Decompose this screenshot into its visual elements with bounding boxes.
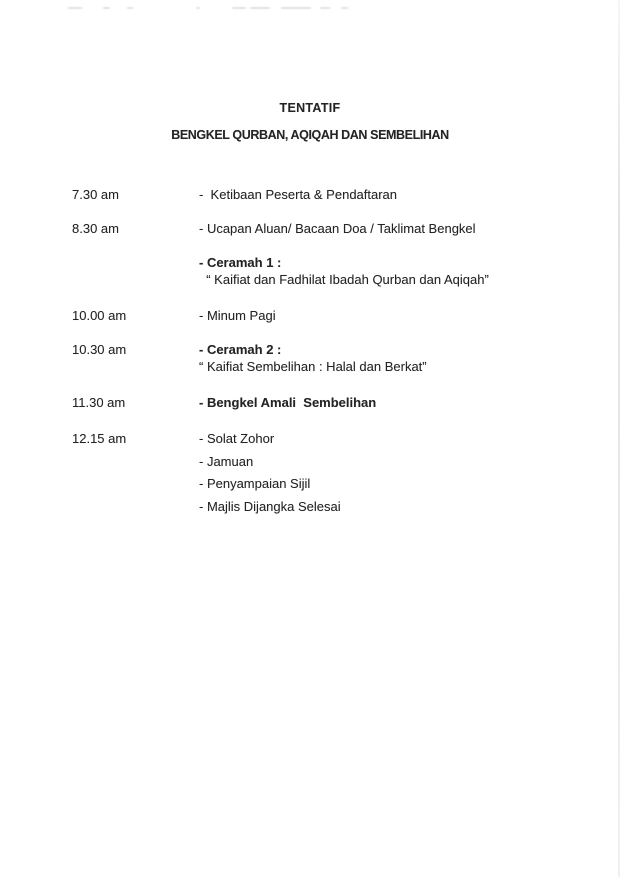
schedule-row [72,220,548,237]
scan-artifact [250,7,270,9]
schedule-activity: - Penyampaian Sijil [199,476,311,491]
schedule-row [72,428,548,518]
schedule-time: 10.30 am [72,342,127,357]
schedule-time: 11.30 am [72,395,126,410]
schedule-activities [199,254,489,288]
scan-artifact [68,7,82,9]
scan-artifact [341,7,348,9]
scan-artifact [103,7,110,9]
schedule-activity: - Majlis Dijangka Selesai [199,498,341,514]
schedule-time: 8.30 am [72,221,119,236]
schedule-activity: - Solat Zohor [199,431,275,446]
schedule-activity: - Ketibaan Peserta & Pendaftaran [199,187,398,202]
schedule-row [72,254,548,288]
schedule-time: 10.00 am [72,308,127,323]
document-title: TENTATIF [279,101,341,115]
schedule-activity: “ Kaifiat dan Fadhilat Ibadah Qurban dan Aqiqah” [199,272,489,287]
schedule-time: 12.15 am [72,431,127,446]
schedule-activity: “ Kaifiat Sembelihan : Halal dan Berkat” [199,359,427,374]
schedule-activity: - Ceramah 1 : [199,255,282,270]
schedule-activity: - Minum Pagi [199,308,276,323]
schedule-activity: - Ucapan Aluan/ Bacaan Doa / Taklimat Bengkel [199,221,476,236]
schedule-time: 7.30 am [72,187,119,202]
schedule-activities [199,307,276,324]
scan-artifact [232,7,246,9]
schedule-row [72,394,548,411]
schedule-list [72,186,548,535]
scan-artifact [320,7,330,9]
schedule-time [72,254,199,288]
schedule-activity: - Bengkel Amali Sembelihan [199,395,377,410]
schedule-activity: - Jamuan [199,453,254,469]
schedule-activities [199,394,376,411]
document-subtitle: BENGKEL QURBAN, AQIQAH DAN SEMBELIHAN [171,128,449,142]
schedule-row [72,307,548,324]
scan-artifact [196,7,200,9]
schedule-activity: - Ceramah 2 : [199,342,282,357]
schedule-activities [199,341,427,375]
schedule-row [72,341,548,375]
scan-artifact [127,7,133,9]
schedule-activities [199,428,341,518]
scan-artifact [281,7,311,9]
schedule-activities [199,220,476,237]
schedule-row [72,186,548,203]
schedule-activities [199,186,397,203]
